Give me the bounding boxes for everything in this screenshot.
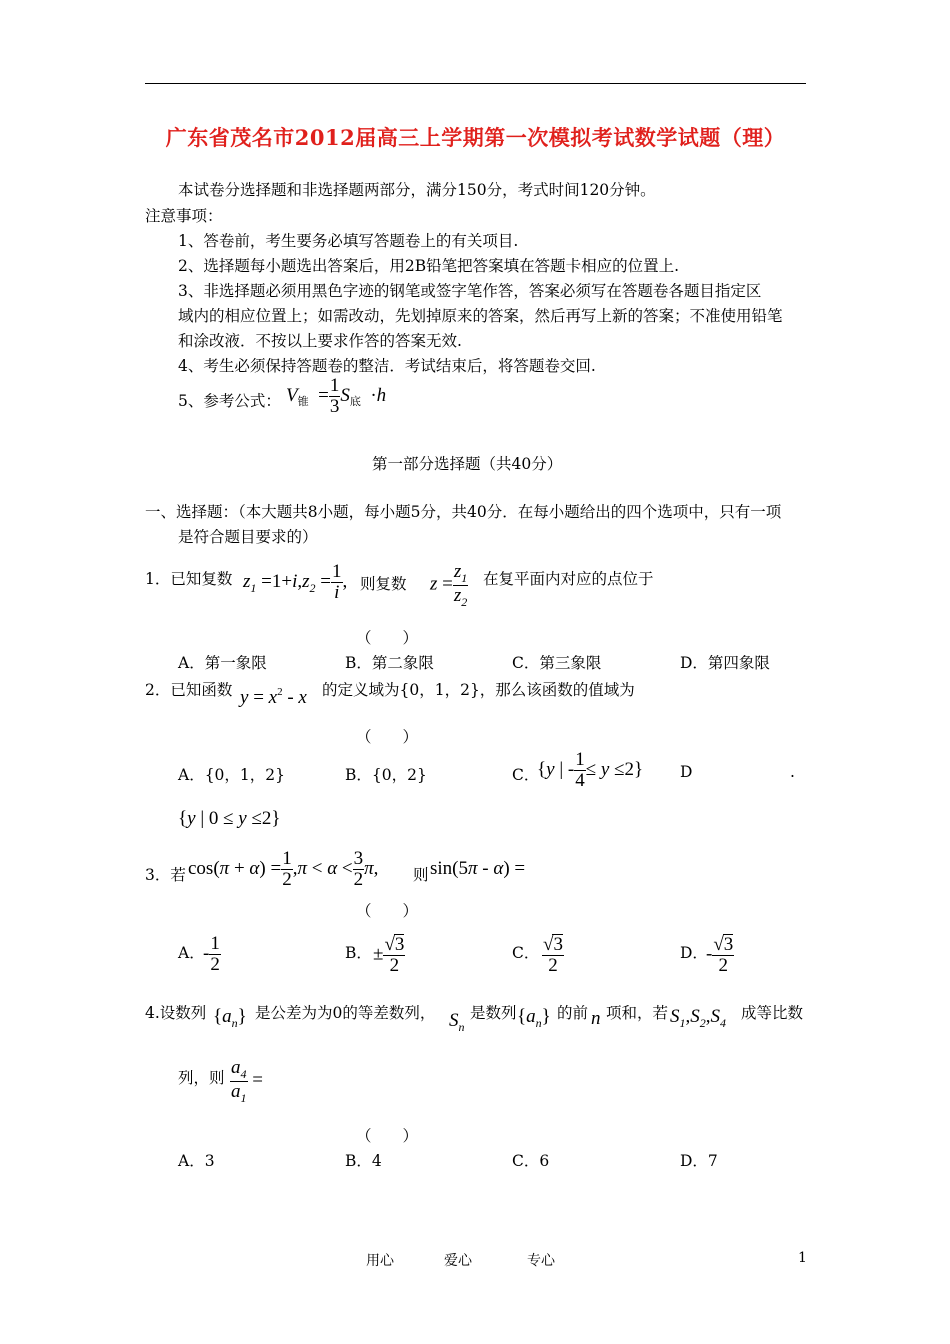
q4-option-b: B．4 bbox=[345, 1152, 382, 1170]
note-4: 4、考生必须保持答题卷的整洁．考试结束后，将答题卷交回. bbox=[178, 357, 596, 375]
q3-lead: 3．若 bbox=[145, 866, 186, 884]
footer-text-1: 用心 bbox=[366, 1253, 394, 1269]
q1-z-formula: z = $\frac{z_1}{z_2}$ bbox=[430, 561, 468, 609]
footer-text-3: 专心 bbox=[527, 1253, 555, 1269]
section1-line2: 是符合题目要求的） bbox=[178, 528, 318, 546]
q4-s-terms: $S_1,S_2,S_4$ bbox=[670, 1006, 726, 1030]
q4-sn: $S_n$ bbox=[449, 1010, 465, 1034]
q4-ratio: $\frac{a_4}{a_1}$ = bbox=[231, 1057, 263, 1105]
intro-text: 本试卷分选择题和非选择题两部分，满分150分，考式时间120分钟。 bbox=[178, 181, 656, 199]
q1-formula: $z_1 =1+i,z_2$ = $\frac{1}{i}$ , bbox=[243, 561, 348, 603]
q4-text-4: 项和，若 bbox=[606, 1004, 669, 1022]
page-title: 广东省茂名市2012届高三上学期第一次模拟考试数学试题（理） bbox=[165, 125, 786, 150]
q4-text-3: 的前 bbox=[557, 1004, 589, 1022]
q4-answer-paren: （ ） bbox=[356, 1127, 419, 1145]
q4-option-a: A．3 bbox=[178, 1152, 215, 1170]
note-5: 5、参考公式： bbox=[178, 392, 281, 410]
q1-option-c: C．第三象限 bbox=[512, 654, 602, 672]
q3-option-c-value: $\frac{√3}{2}$ bbox=[543, 934, 563, 976]
q4-line2: 列，则 bbox=[178, 1069, 225, 1087]
note-3b: 域内的相应位置上；如需改动，先划掉原来的答案，然后再写上新的答案；不准使用铅笔 bbox=[178, 307, 783, 325]
notes-heading: 注意事项： bbox=[145, 207, 223, 225]
q4-text-1: 是公差为为0的等差数列， bbox=[255, 1004, 436, 1022]
note-2: 2、选择题每小题选出答案后，用2B铅笔把答案填在答题卡相应的位置上. bbox=[178, 257, 680, 275]
q2-option-d-dot: . bbox=[790, 763, 795, 781]
q2-option-a: A．{0，1，2} bbox=[178, 766, 286, 784]
q1-option-d: D．第四象限 bbox=[680, 654, 770, 672]
q3-option-d-value: - $\frac{√3}{2}$ bbox=[706, 934, 734, 976]
page-number: 1 bbox=[798, 1250, 807, 1266]
q2-option-b: B．{0，2} bbox=[345, 766, 427, 784]
q4-an-2: $\{a_n\}$ bbox=[517, 1006, 551, 1030]
header-rule bbox=[145, 83, 806, 84]
q2-option-c-label: C． bbox=[512, 766, 540, 784]
q3-option-b-value: ± $\frac{√3}{2}$ bbox=[373, 934, 405, 976]
part1-heading: 第一部分选择题（共40分） bbox=[372, 455, 563, 473]
q3-option-a-value: - $\frac{1}{2}$ bbox=[203, 933, 220, 975]
q2-tail: 的定义域为{0，1，2}，那么该函数的值域为 bbox=[322, 681, 635, 699]
q3-option-a-label: A． bbox=[178, 944, 205, 962]
q1-tail: 在复平面内对应的点位于 bbox=[483, 570, 654, 588]
q1-answer-paren: （ ） bbox=[356, 629, 419, 647]
q4-n: n bbox=[591, 1008, 601, 1029]
q2-option-d-set: {y | 0 ≤ y ≤2} bbox=[178, 808, 281, 829]
q3-option-d-label: D． bbox=[680, 944, 708, 962]
q1-option-a: A．第一象限 bbox=[178, 654, 267, 672]
footer-text-2: 爱心 bbox=[444, 1253, 472, 1269]
q2-formula: $y = x^2 - x$ bbox=[240, 686, 307, 708]
note-3c: 和涂改液．不按以上要求作答的答案无效. bbox=[178, 332, 462, 350]
note-3a: 3、非选择题必须用黑色字迹的钢笔或签字笔作答，答案必须写在答题卷各题目指定区 bbox=[178, 282, 762, 300]
q4-text-5: 成等比数 bbox=[741, 1004, 804, 1022]
q1-mid: 则复数 bbox=[360, 575, 407, 593]
q4-text-2: 是数列 bbox=[470, 1004, 517, 1022]
q3-option-c-label: C． bbox=[512, 944, 540, 962]
q3-answer-paren: （ ） bbox=[356, 902, 419, 920]
q4-option-d: D．7 bbox=[680, 1152, 718, 1170]
q2-option-d-label: D bbox=[680, 763, 693, 781]
note-1: 1、答卷前，考生要务必填写答题卷上的有关项目. bbox=[178, 232, 519, 250]
q2-answer-paren: （ ） bbox=[356, 728, 419, 746]
q1-option-b: B．第二象限 bbox=[345, 654, 434, 672]
q3-then: 则 bbox=[413, 866, 429, 884]
section1-line1: 一、选择题：（本大题共8小题，每小题5分，共40分．在每小题给出的四个选项中，只有一项 bbox=[145, 503, 782, 521]
q2-option-c-set: {y | - $\frac{1}{4}$ ≤ y ≤2} bbox=[537, 749, 644, 791]
q1-lead: 1．已知复数 bbox=[145, 570, 233, 588]
q2-lead: 2．已知函数 bbox=[145, 681, 233, 699]
q4-lead: 4.设数列 bbox=[145, 1004, 207, 1022]
q3-formula: cos(π + α) = $\frac{1}{2}$ ,π < α < $\frac{3}{2}$ π, bbox=[188, 848, 379, 890]
q4-option-c: C．6 bbox=[512, 1152, 550, 1170]
q3-formula-2: sin(5π - α) = bbox=[430, 858, 526, 879]
q4-an-1: $\{a_n\}$ bbox=[213, 1006, 247, 1030]
volume-formula: $V_锥$ = $\frac{1}{3}$ $S_底 \cdot h$ bbox=[286, 375, 387, 417]
q3-option-b-label: B． bbox=[345, 944, 372, 962]
